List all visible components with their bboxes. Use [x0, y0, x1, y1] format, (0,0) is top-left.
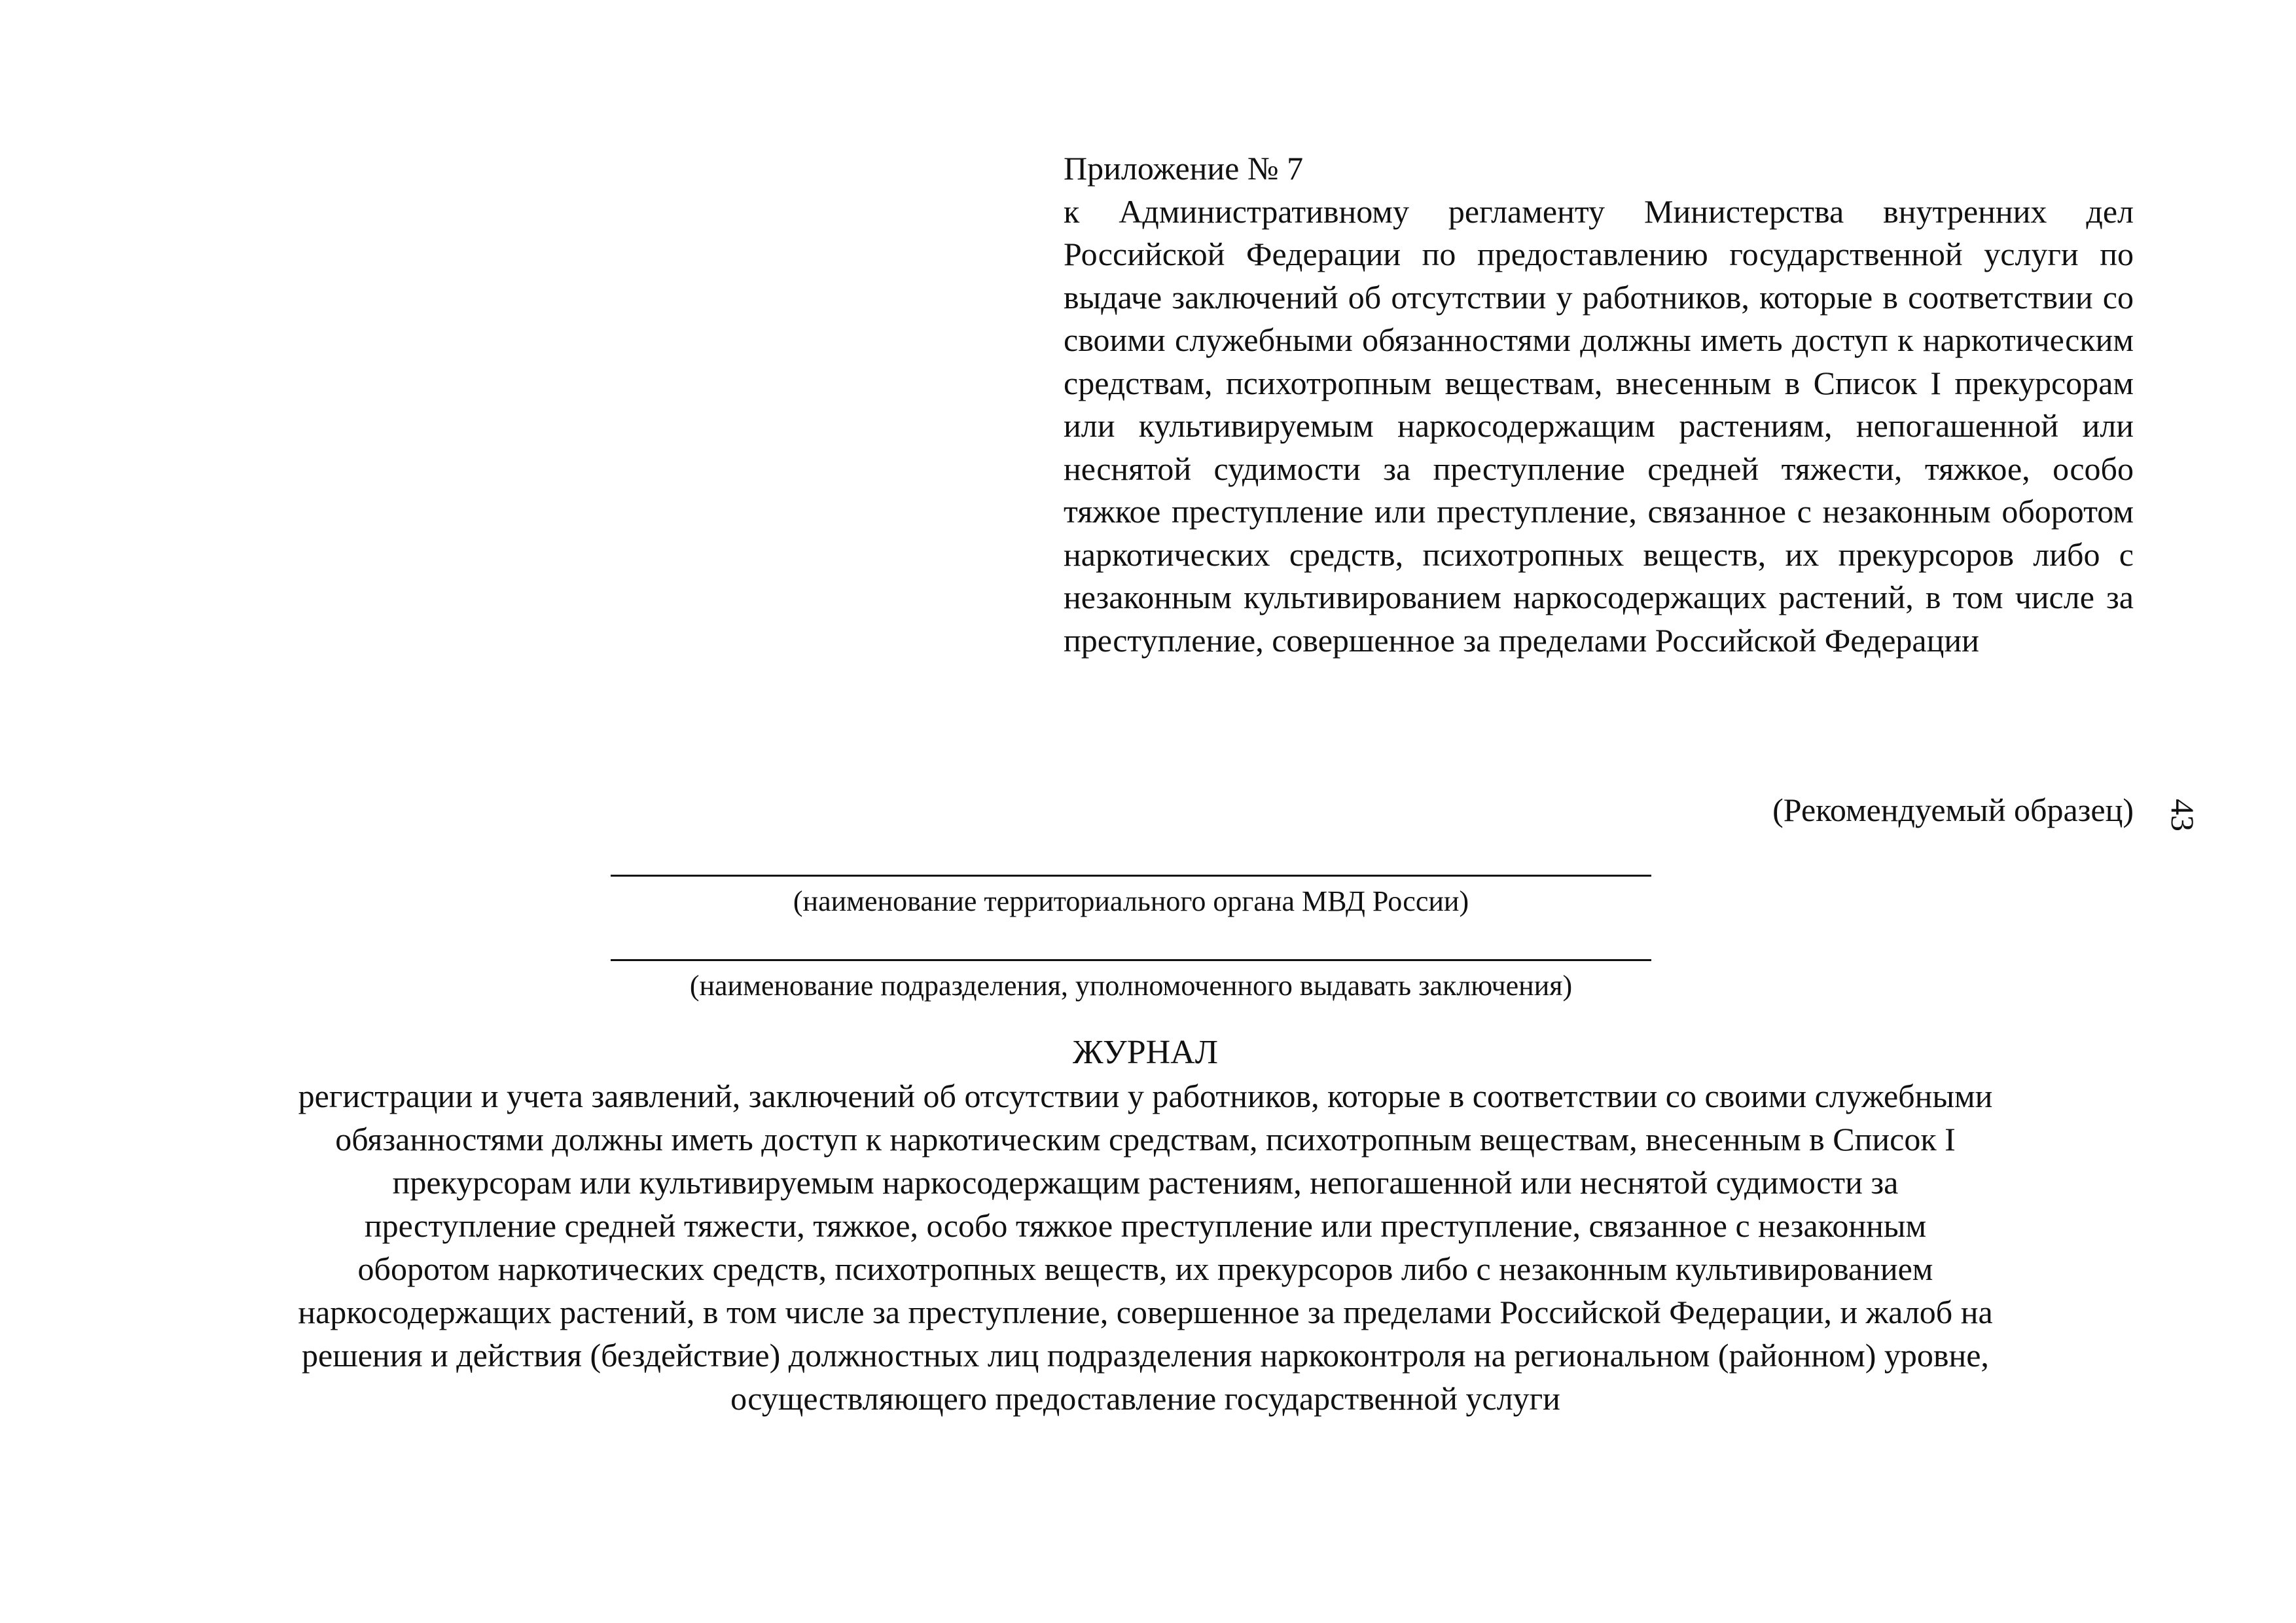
page-number: 43 [2164, 799, 2201, 831]
territorial-organ-caption: (наименование территориального органа МВД России) [793, 885, 1469, 917]
journal-subtitle-line: наркосодержащих растений, в том числе за преступление, совершенное за пределами Российской Федерации, и жалоб на [298, 1294, 1993, 1330]
recommended-sample-label: (Рекомендуемый образец) [1772, 792, 2134, 828]
subdivision-field [611, 959, 1651, 1004]
journal-title: ЖУРНАЛ [1073, 1034, 1218, 1071]
appendix-body: к Административному регламенту Министерства внутренних дел Российской Федерации по предоставлению государственной услуги по выдаче заключений об отсутствии у работников, которые в соответствии со своими служебными обязанностями должны иметь доступ к наркотическим средствам, психотропным веществам, внесенным в Список I прекурсорам или культивируемым наркосодержащим растениям, непогашенной или неснятой судимости за преступление средней тяжести, тяжкое, особо тяжкое преступление или преступление, связанное с незаконным оборотом наркотических средств, психотропных веществ, их прекурсоров либо с незаконным культивированием наркосодержащих растений, в том числе за преступление, совершенное за пределами Российской Федерации [1064, 192, 2134, 659]
appendix-block [1064, 147, 2134, 662]
journal-subtitle-line: осуществляющего предоставление государственной услуги [730, 1380, 1560, 1417]
subdivision-blank-line [611, 959, 1651, 961]
journal-heading-block [118, 1031, 2173, 1420]
journal-subtitle-line: регистрации и учета заявлений, заключений об отсутствии у работников, которые в соответствии со своими служебными [298, 1078, 1993, 1114]
journal-subtitle-line: обязанностями должны иметь доступ к наркотическим средствам, психотропным веществам, внесенным в Список I [335, 1121, 1956, 1158]
journal-subtitle-line: преступление средней тяжести, тяжкое, особо тяжкое преступление или преступление, связанное с незаконным [364, 1207, 1927, 1244]
appendix-title: Приложение № 7 [1064, 150, 1304, 187]
journal-subtitle-line: прекурсорам или культивируемым наркосодержащим растениям, непогашенной или неснятой судимости за [392, 1164, 1899, 1201]
journal-subtitle-line: решения и действия (бездействие) должностных лиц подразделения наркоконтроля на региональном (районном) уровне, [302, 1337, 1989, 1374]
journal-subtitle-line: оборотом наркотических средств, психотропных веществ, их прекурсоров либо с незаконным культивированием [357, 1250, 1933, 1287]
territorial-organ-blank-line [611, 875, 1651, 877]
subdivision-caption: (наименование подразделения, уполномоченного выдавать заключения) [689, 970, 1573, 1002]
territorial-organ-field [611, 875, 1651, 920]
